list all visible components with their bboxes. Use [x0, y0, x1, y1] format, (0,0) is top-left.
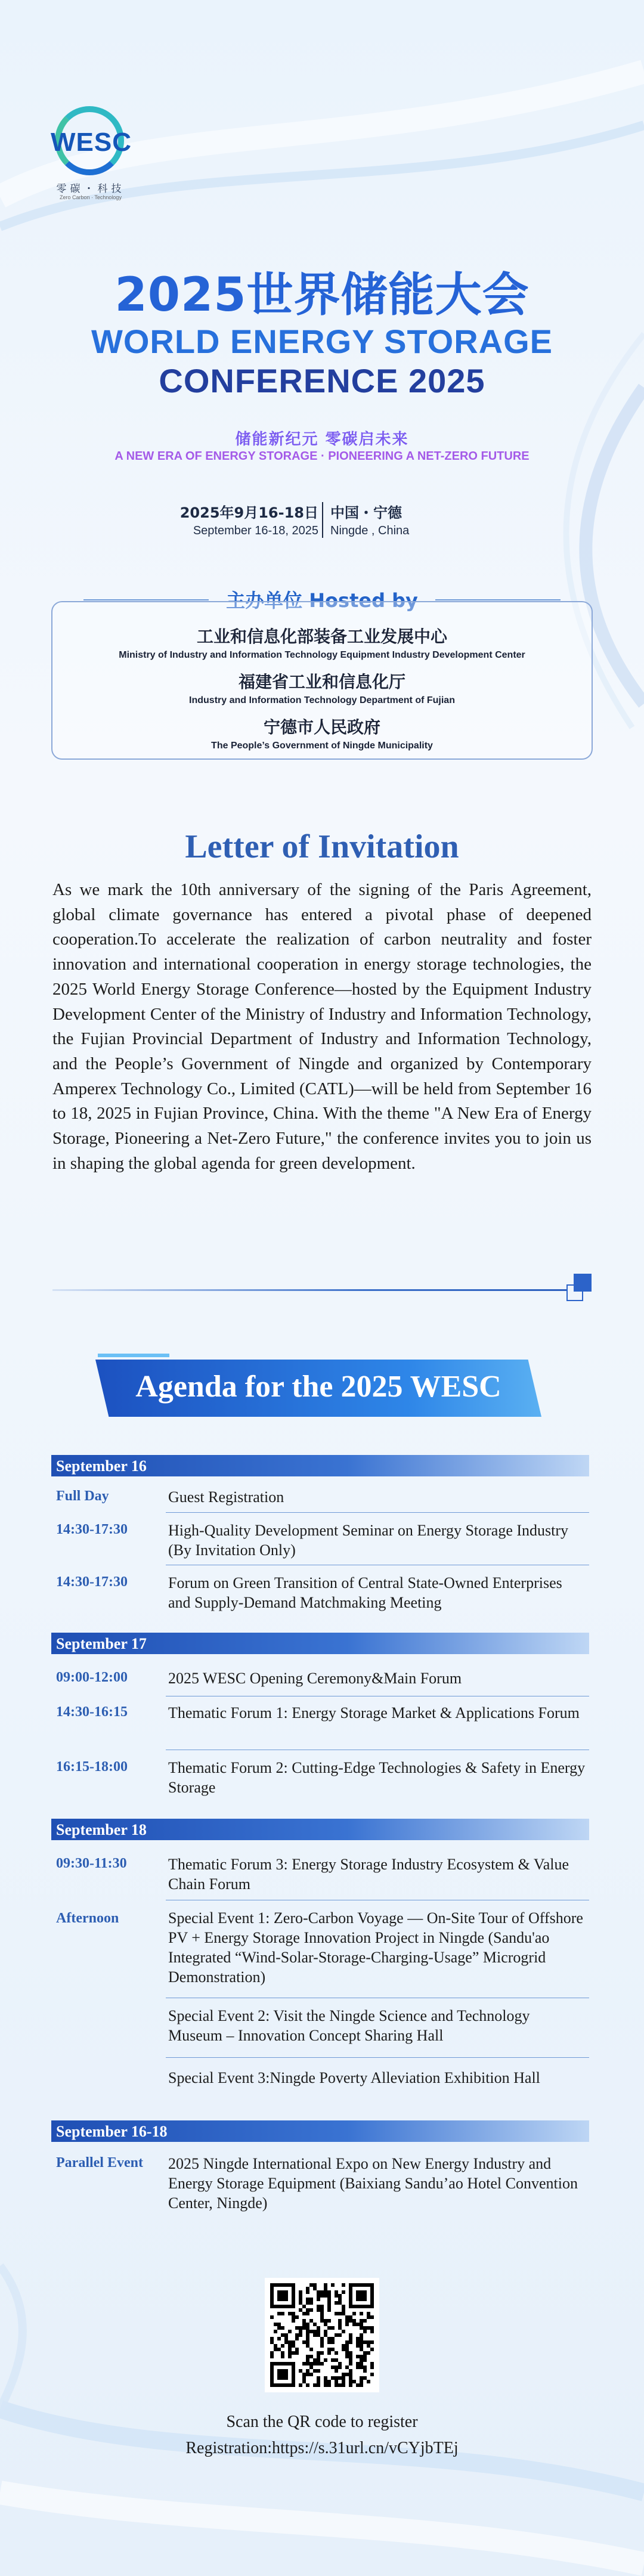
host-name-en: The People’s Government of Ningde Municipality — [211, 741, 433, 751]
event-date-en: September 16-18, 2025 — [193, 524, 318, 537]
agenda-item: Special Event 3:Ningde Poverty Alleviation Exhibition Hall — [168, 2069, 540, 2086]
registration-qr-code[interactable] — [265, 2278, 379, 2392]
agenda-time: 09:00-12:00 — [56, 1670, 128, 1685]
qr-caption: Scan the QR code to register — [226, 2413, 418, 2431]
agenda-time: Full Day — [56, 1488, 109, 1504]
agenda-item: Guest Registration — [168, 1488, 284, 1506]
host-name-en: Industry and Information Technology Department of Fujian — [189, 695, 455, 705]
agenda-item: Forum on Green Transition of Central State-Owned Enterprises and Supply-Demand Matchmaking Meeting — [168, 1574, 562, 1611]
agenda-day-label: September 16-18 — [56, 2123, 168, 2140]
agenda-day-label: September 16 — [56, 1457, 147, 1475]
conference-title-en-line2: CONFERENCE 2025 — [159, 362, 485, 400]
letter-title: Letter of Invitation — [185, 828, 459, 865]
agenda-item: 2025 WESC Opening Ceremony&Main Forum — [168, 1670, 462, 1687]
logo-mark: WESC — [51, 128, 132, 157]
logo-tagline-en: Zero Carbon · Technology — [60, 194, 122, 200]
host-name-cn: 福建省工业和信息化厅 — [238, 672, 405, 692]
agenda-banner-accent — [98, 1354, 169, 1357]
agenda-item: Thematic Forum 1: Energy Storage Market & Applications Forum — [168, 1704, 580, 1722]
letter-divider — [52, 1289, 571, 1291]
event-location-en: Ningde , China — [330, 524, 410, 537]
agenda-day-bar — [51, 2120, 589, 2142]
host-name-cn: 工业和信息化部装备工业发展中心 — [196, 627, 447, 646]
agenda-day-label: September 17 — [56, 1635, 147, 1652]
hosts-box — [51, 601, 593, 760]
agenda-title: Agenda for the 2025 WESC — [135, 1370, 501, 1404]
date-location-block — [179, 501, 465, 540]
host-name-en: Ministry of Industry and Information Technology Equipment Industry Development Center — [119, 650, 525, 660]
agenda-item: Special Event 2: Visit the Ningde Science and Technology Museum – Innovation Concept Sharing Hall — [168, 2007, 530, 2044]
agenda-time: 14:30-17:30 — [56, 1574, 128, 1590]
slogan-cn: 储能新纪元 零碳启未来 — [235, 431, 409, 448]
agenda-time: 09:30-11:30 — [56, 1856, 127, 1871]
agenda-item: Thematic Forum 2: Cutting-Edge Technologies & Safety in Energy Storage — [168, 1759, 586, 1796]
agenda-day-bar — [51, 1455, 589, 1476]
event-location — [330, 501, 409, 538]
conference-title-cn: 2025世界储能大会 — [114, 268, 530, 322]
hosted-by-title: 主办单位 Hosted by — [226, 589, 418, 612]
event-date — [180, 501, 318, 538]
host-item — [52, 669, 592, 706]
letter-body: As we mark the 10th anniversary of the signing of the Paris Agreement, global climate governance has entered a pivotal phase of deepened cooperation.To accelerate the realization of carbon neutrality and foster innovation and international cooperation in energy storage technologies, the 2025 World Energy Storage Conference—hosted by the Equipment Industry Development Center of the Ministry of Industry and Information Technology, the Fujian Provincial Department of Industry and Information Technology, and the People’s Government of Ningde and organized by Contemporary Amperex Technology Co., Limited (CATL)—will be held from September 16 to 18, 2025 in Fujian Province, China. With the theme "A New Era of Energy Storage, Pioneering a Net-Zero Future," the conference invites you to join us in shaping the global agenda for green development. — [52, 880, 592, 1173]
wesc-logo — [47, 106, 142, 202]
agenda-row-divider — [166, 1512, 589, 1513]
agenda-item: Special Event 1: Zero-Carbon Voyage — On-Site Tour of Offshore PV + Energy Storage Innovation Project in Ningde (Sandu'ao Integrated “Wind-Solar-Storage-Charging-Usage” Microgrid Demonstration) — [168, 1909, 583, 1986]
date-divider — [322, 502, 323, 538]
corner-square-filled — [574, 1274, 592, 1292]
agenda-time: 16:15-18:00 — [56, 1759, 128, 1775]
agenda-day-bar — [51, 1633, 589, 1654]
agenda-item: High-Quality Development Seminar on Energy Storage Industry (By Invitation Only) — [168, 1522, 569, 1559]
agenda-time: Afternoon — [56, 1911, 119, 1926]
agenda-item: 2025 Ningde International Expo on New Energy Industry and Energy Storage Equipment (Baixiang Sandu’ao Hotel Convention Center, Ningde) — [168, 2155, 578, 2212]
qr-code-icon — [265, 2278, 379, 2392]
event-date-cn: 2025年9月16-18日 — [179, 504, 318, 521]
event-location-cn: 中国・宁德 — [330, 504, 402, 521]
agenda-day-bar — [51, 1819, 589, 1840]
host-item — [52, 714, 592, 751]
agenda-time: 14:30-16:15 — [56, 1704, 128, 1720]
slogan-en: A NEW ERA OF ENERGY STORAGE · PIONEERING A NET-ZERO FUTURE — [114, 450, 530, 463]
logo-tagline-cn: 零碳・科技 — [56, 183, 125, 195]
agenda-time: 14:30-17:30 — [56, 1522, 128, 1537]
agenda-row-divider — [166, 2057, 589, 2058]
conference-title-en-line1: WORLD ENERGY STORAGE — [91, 323, 553, 360]
host-name-cn: 宁德市人民政府 — [263, 717, 380, 737]
registration-url[interactable]: Registration:https://s.31url.cn/vCYjbTEj — [185, 2439, 459, 2457]
agenda-time: Parallel Event — [56, 2155, 143, 2171]
agenda-item: Thematic Forum 3: Energy Storage Industry Ecosystem & Value Chain Forum — [168, 1856, 569, 1893]
host-item — [52, 624, 592, 661]
agenda-day-label: September 18 — [56, 1821, 147, 1838]
